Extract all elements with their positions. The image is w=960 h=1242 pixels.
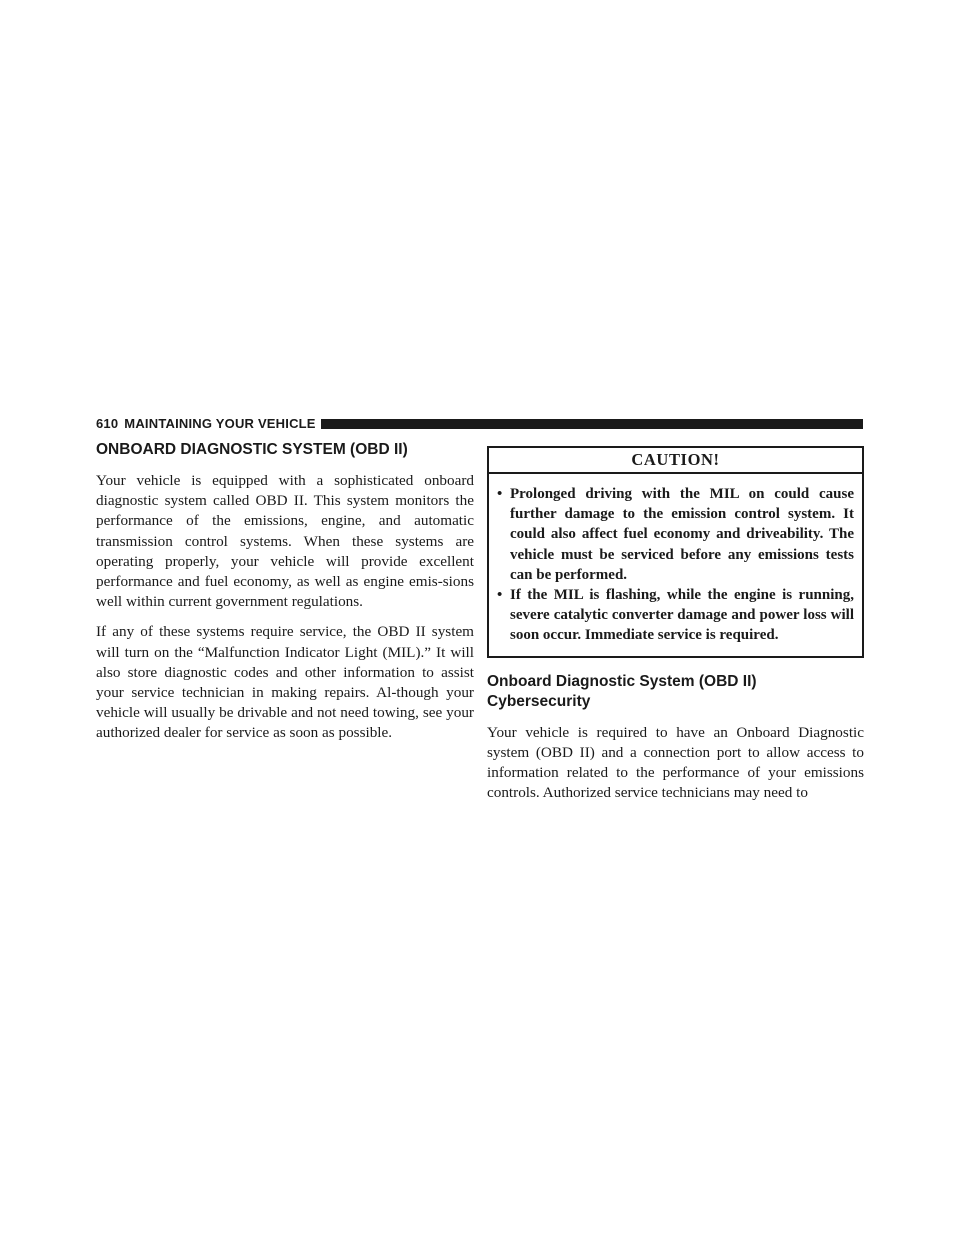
- page-number: 610: [96, 416, 119, 431]
- header-rule: [321, 419, 863, 429]
- body-paragraph: Your vehicle is required to have an Onboard Diagnostic system (OBD II) and a connection port to allow access to information related to the performance of your emissions controls. Authorized service technicians may need to: [487, 723, 864, 802]
- caution-item: [497, 484, 854, 585]
- caution-item-text: Prolonged driving with the MIL on could cause further damage to the emission control system. It could also affect fuel economy and driveability. The vehicle must be serviced before any emissions tests can be performed.: [510, 486, 854, 583]
- left-column: [96, 440, 474, 754]
- caution-title: CAUTION!: [489, 448, 862, 474]
- body-paragraph: Your vehicle is equipped with a sophisticated onboard diagnostic system called OBD II. This system monitors the performance of the emissions, engine, and automatic transmission control systems. When these systems are operating properly, your vehicle will provide excellent performance and fuel economy, as well as engine emis-sions well within current government regulations.: [96, 472, 474, 611]
- caution-list: [489, 474, 862, 656]
- bullet-icon: •: [497, 486, 503, 502]
- subsection-heading-line: Onboard Diagnostic System (OBD II): [487, 672, 757, 690]
- page-header: [96, 416, 863, 432]
- caution-box: [487, 446, 864, 658]
- caution-item-text: If the MIL is flashing, while the engine is running, severe catalytic converter damage and power loss will soon occur. Immediate service is required.: [510, 587, 854, 644]
- subsection-heading-line: Cybersecurity: [487, 692, 591, 710]
- subsection-heading: [487, 672, 864, 712]
- caution-item: [497, 585, 854, 646]
- bullet-icon: •: [497, 587, 503, 604]
- right-column: [487, 446, 864, 813]
- section-title: MAINTAINING YOUR VEHICLE: [124, 416, 316, 431]
- body-paragraph: If any of these systems require service, the OBD II system will turn on the “Malfunction Indicator Light (MIL).” It will also store diagnostic codes and other information to assist your service technician in making repairs. Al-though your vehicle will usually be drivable and not need towing, see your authorized dealer for service as soon as possible.: [96, 623, 474, 742]
- section-heading: ONBOARD DIAGNOSTIC SYSTEM (OBD II): [96, 441, 408, 458]
